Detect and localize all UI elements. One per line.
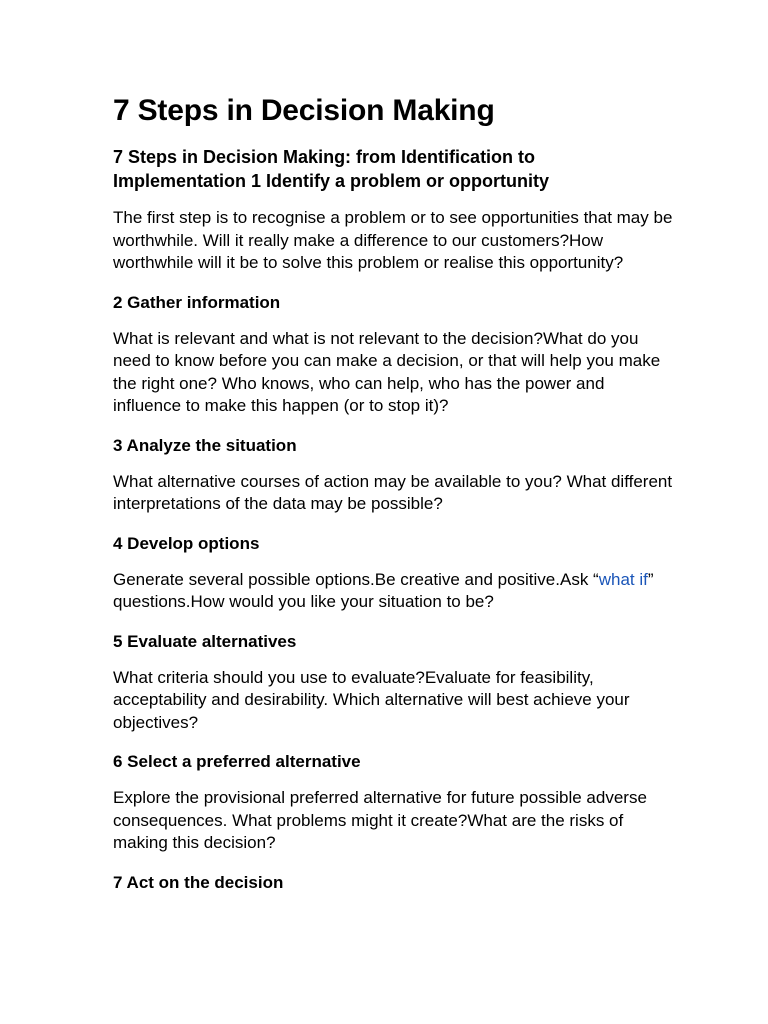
step-body: What criteria should you use to evaluate?Evaluate for feasibility, acceptability and desirability. Which alternative will best achieve your objectives? — [113, 667, 630, 732]
step-heading: 3 Analyze the situation — [113, 435, 297, 455]
step-body-text-after-link: ” questions.How would you like your situation to be? — [113, 569, 654, 611]
document-title: 7 Steps in Decision Making — [113, 94, 495, 127]
step-heading: 7 Act on the decision — [113, 872, 284, 892]
step-section-7 — [113, 872, 668, 894]
intro-paragraph: The first step is to recognise a problem or to see opportunities that may be worthwhile. Will it really make a difference to our customers?How worthwhile will it be to solve this problem or realise this opportunity? — [113, 208, 673, 272]
step-section-4 — [113, 533, 668, 614]
step-section-3 — [113, 435, 673, 516]
step-heading: 6 Select a preferred alternative — [113, 752, 361, 771]
document-subtitle: 7 Steps in Decision Making: from Identification to Implementation 1 Identify a problem or opportunity — [113, 147, 550, 191]
step-body: Explore the provisional preferred alternative for future possible adverse consequences. What problems might it create?What are the risks of making this decision? — [113, 788, 647, 852]
step-section-2 — [113, 292, 668, 418]
step-heading: 2 Gather information — [113, 292, 281, 312]
step-body — [113, 569, 673, 614]
step-body: What is relevant and what is not relevant to the decision?What do you need to know before you can make a decision, or that will help you make the right one? Who knows, who can help, who has the power and influence to make this happen (or to stop it)? — [113, 328, 661, 415]
step-section-6 — [113, 751, 668, 855]
step-body-text-before-link: Generate several possible options.Be creative and positive.Ask “ — [113, 569, 599, 589]
step-heading: 5 Evaluate alternatives — [113, 631, 297, 651]
step-body: What alternative courses of action may be available to you? What different interpretations of the data may be possible? — [113, 471, 673, 513]
step-heading: 4 Develop options — [113, 533, 260, 553]
what-if-link[interactable]: what if — [598, 569, 648, 589]
step-section-5 — [113, 631, 668, 735]
